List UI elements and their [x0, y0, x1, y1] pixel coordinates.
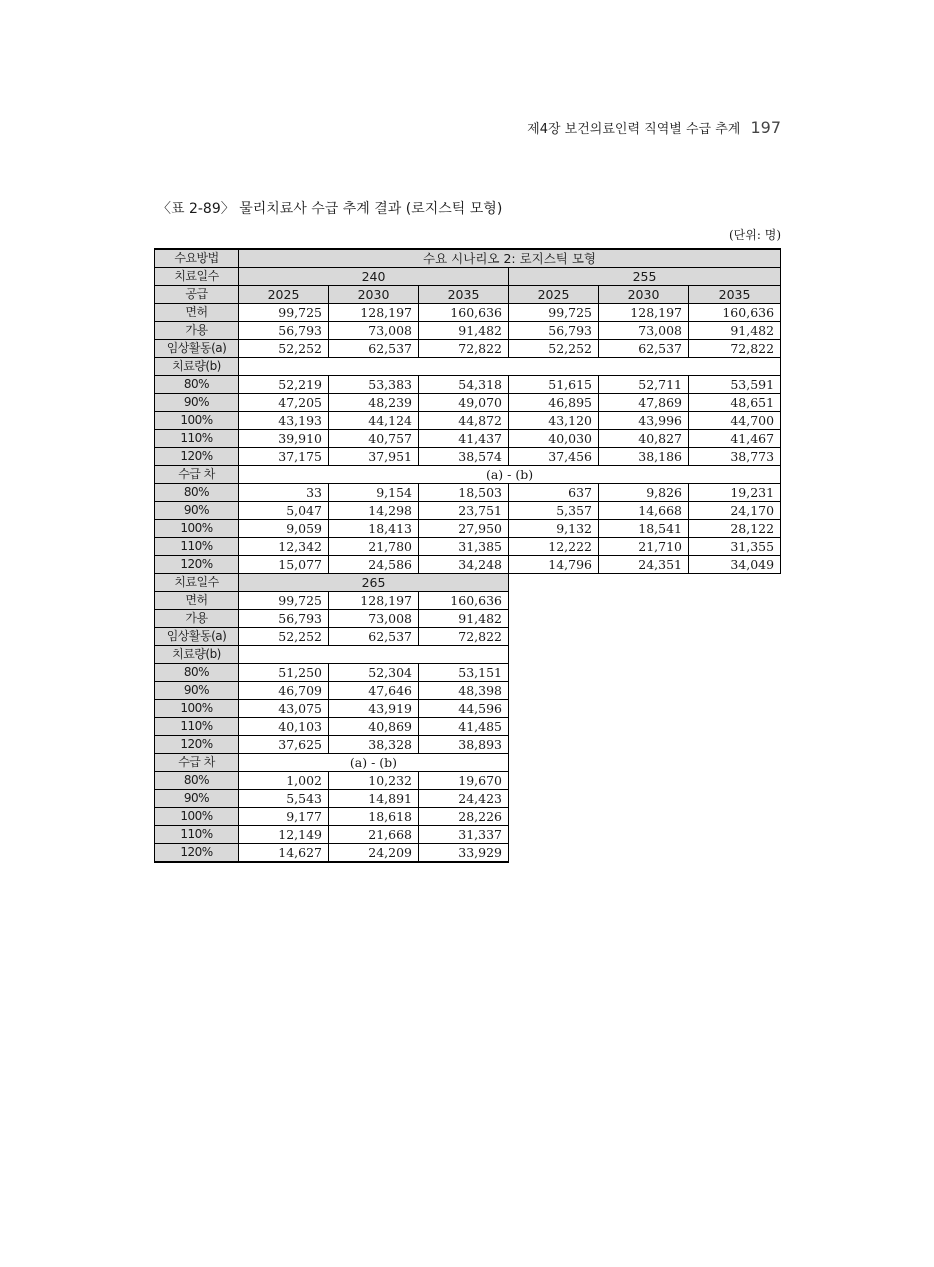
row-label: 면허	[155, 592, 239, 610]
value-cell: 99,725	[239, 592, 329, 610]
table-row	[155, 556, 781, 574]
value-cell: 23,751	[419, 502, 509, 520]
value-cell: 73,008	[329, 610, 419, 628]
empty-cell	[509, 808, 781, 826]
table-caption: 〈표 2-89〉 물리치료사 수급 추계 결과 (로지스틱 모형)	[157, 201, 503, 217]
row-label: 100%	[155, 808, 239, 826]
value-cell: 46,895	[509, 394, 599, 412]
table-row	[155, 664, 781, 682]
value-cell: 52,252	[239, 340, 329, 358]
empty-cell	[239, 646, 509, 664]
empty-cell	[509, 736, 781, 754]
row-label: 80%	[155, 664, 239, 682]
year-header: 2035	[689, 286, 781, 304]
table-row	[155, 466, 781, 484]
value-cell: 24,423	[419, 790, 509, 808]
scenario-header: 수요 시나리오 2: 로지스틱 모형	[239, 249, 781, 268]
row-label: 가용	[155, 610, 239, 628]
value-cell: 128,197	[599, 304, 689, 322]
value-cell: 38,893	[419, 736, 509, 754]
value-cell: 15,077	[239, 556, 329, 574]
value-cell: 18,541	[599, 520, 689, 538]
value-cell: 14,796	[509, 556, 599, 574]
row-label: 치료일수	[155, 574, 239, 592]
value-cell: 40,030	[509, 430, 599, 448]
value-cell: 40,869	[329, 718, 419, 736]
table-row	[155, 520, 781, 538]
value-cell: 160,636	[689, 304, 781, 322]
running-header	[527, 118, 781, 137]
value-cell: 41,467	[689, 430, 781, 448]
empty-cell	[509, 700, 781, 718]
value-cell: 9,826	[599, 484, 689, 502]
value-cell: 44,700	[689, 412, 781, 430]
value-cell: 48,239	[329, 394, 419, 412]
table-row	[155, 268, 781, 286]
empty-cell	[509, 664, 781, 682]
value-cell: 73,008	[599, 322, 689, 340]
value-cell: 18,503	[419, 484, 509, 502]
value-cell: 128,197	[329, 592, 419, 610]
row-label: 80%	[155, 772, 239, 790]
empty-cell	[509, 610, 781, 628]
value-cell: 56,793	[239, 610, 329, 628]
value-cell: 12,342	[239, 538, 329, 556]
row-label: 수급 차	[155, 466, 239, 484]
row-label: 80%	[155, 376, 239, 394]
value-cell: 52,252	[239, 628, 329, 646]
value-cell: 31,385	[419, 538, 509, 556]
value-cell: 52,711	[599, 376, 689, 394]
chapter-title: 제4장 보건의료인력 직역별 수급 추계	[527, 122, 741, 137]
table-row	[155, 610, 781, 628]
supply-demand-table	[154, 248, 781, 863]
empty-cell	[509, 754, 781, 772]
value-cell: 128,197	[329, 304, 419, 322]
table-row	[155, 286, 781, 304]
year-header: 2030	[329, 286, 419, 304]
row-label: 80%	[155, 484, 239, 502]
value-cell: 28,226	[419, 808, 509, 826]
value-cell: 44,596	[419, 700, 509, 718]
row-label: 치료량(b)	[155, 358, 239, 376]
table-row	[155, 808, 781, 826]
days-header: 255	[509, 268, 781, 286]
formula-cell: (a) - (b)	[239, 466, 781, 484]
value-cell: 62,537	[599, 340, 689, 358]
row-label: 90%	[155, 502, 239, 520]
value-cell: 14,627	[239, 844, 329, 863]
table-row	[155, 249, 781, 268]
table-row	[155, 394, 781, 412]
value-cell: 53,151	[419, 664, 509, 682]
table-row	[155, 538, 781, 556]
table-row	[155, 322, 781, 340]
value-cell: 5,047	[239, 502, 329, 520]
value-cell: 12,222	[509, 538, 599, 556]
value-cell: 24,209	[329, 844, 419, 863]
value-cell: 19,670	[419, 772, 509, 790]
value-cell: 19,231	[689, 484, 781, 502]
value-cell: 38,186	[599, 448, 689, 466]
empty-cell	[509, 790, 781, 808]
table-row	[155, 736, 781, 754]
value-cell: 43,120	[509, 412, 599, 430]
value-cell: 38,328	[329, 736, 419, 754]
value-cell: 9,154	[329, 484, 419, 502]
table-row	[155, 340, 781, 358]
table-row	[155, 682, 781, 700]
empty-cell	[509, 682, 781, 700]
table-row	[155, 376, 781, 394]
table-row	[155, 484, 781, 502]
value-cell: 9,177	[239, 808, 329, 826]
row-label: 수요방법	[155, 249, 239, 268]
value-cell: 62,537	[329, 628, 419, 646]
table-row	[155, 826, 781, 844]
value-cell: 91,482	[419, 322, 509, 340]
value-cell: 91,482	[419, 610, 509, 628]
row-label: 치료량(b)	[155, 646, 239, 664]
value-cell: 40,103	[239, 718, 329, 736]
table-row	[155, 430, 781, 448]
row-label: 임상활동(a)	[155, 628, 239, 646]
value-cell: 31,355	[689, 538, 781, 556]
empty-cell	[509, 844, 781, 863]
value-cell: 47,646	[329, 682, 419, 700]
table-row	[155, 754, 781, 772]
row-label: 120%	[155, 448, 239, 466]
table-row	[155, 628, 781, 646]
value-cell: 73,008	[329, 322, 419, 340]
value-cell: 12,149	[239, 826, 329, 844]
value-cell: 72,822	[689, 340, 781, 358]
row-label: 면허	[155, 304, 239, 322]
value-cell: 52,304	[329, 664, 419, 682]
value-cell: 18,413	[329, 520, 419, 538]
value-cell: 91,482	[689, 322, 781, 340]
row-label: 90%	[155, 682, 239, 700]
value-cell: 43,075	[239, 700, 329, 718]
value-cell: 40,827	[599, 430, 689, 448]
value-cell: 44,872	[419, 412, 509, 430]
value-cell: 99,725	[239, 304, 329, 322]
value-cell: 14,298	[329, 502, 419, 520]
value-cell: 37,951	[329, 448, 419, 466]
value-cell: 43,193	[239, 412, 329, 430]
row-label: 수급 차	[155, 754, 239, 772]
value-cell: 21,668	[329, 826, 419, 844]
value-cell: 53,591	[689, 376, 781, 394]
value-cell: 52,219	[239, 376, 329, 394]
table-row	[155, 574, 781, 592]
value-cell: 38,773	[689, 448, 781, 466]
value-cell: 38,574	[419, 448, 509, 466]
value-cell: 5,357	[509, 502, 599, 520]
table-row	[155, 772, 781, 790]
days-header: 265	[239, 574, 509, 592]
value-cell: 33	[239, 484, 329, 502]
year-header: 2035	[419, 286, 509, 304]
value-cell: 14,668	[599, 502, 689, 520]
value-cell: 49,070	[419, 394, 509, 412]
value-cell: 34,049	[689, 556, 781, 574]
value-cell: 37,625	[239, 736, 329, 754]
table-row	[155, 790, 781, 808]
table-row	[155, 502, 781, 520]
row-label: 임상활동(a)	[155, 340, 239, 358]
value-cell: 34,248	[419, 556, 509, 574]
table-row	[155, 448, 781, 466]
value-cell: 41,485	[419, 718, 509, 736]
row-label: 공급	[155, 286, 239, 304]
value-cell: 51,615	[509, 376, 599, 394]
table-row	[155, 700, 781, 718]
value-cell: 56,793	[239, 322, 329, 340]
page-number: 197	[750, 118, 781, 137]
row-label: 120%	[155, 844, 239, 863]
value-cell: 47,869	[599, 394, 689, 412]
table-row	[155, 718, 781, 736]
value-cell: 24,170	[689, 502, 781, 520]
row-label: 110%	[155, 718, 239, 736]
empty-cell	[509, 628, 781, 646]
value-cell: 28,122	[689, 520, 781, 538]
value-cell: 40,757	[329, 430, 419, 448]
value-cell: 14,891	[329, 790, 419, 808]
value-cell: 72,822	[419, 628, 509, 646]
empty-cell	[509, 772, 781, 790]
row-label: 가용	[155, 322, 239, 340]
value-cell: 5,543	[239, 790, 329, 808]
year-header: 2025	[239, 286, 329, 304]
value-cell: 24,351	[599, 556, 689, 574]
value-cell: 54,318	[419, 376, 509, 394]
value-cell: 37,175	[239, 448, 329, 466]
value-cell: 10,232	[329, 772, 419, 790]
row-label: 110%	[155, 538, 239, 556]
row-label: 120%	[155, 556, 239, 574]
empty-cell	[509, 826, 781, 844]
value-cell: 160,636	[419, 304, 509, 322]
value-cell: 637	[509, 484, 599, 502]
table-row	[155, 592, 781, 610]
row-label: 100%	[155, 700, 239, 718]
value-cell: 47,205	[239, 394, 329, 412]
formula-cell: (a) - (b)	[239, 754, 509, 772]
value-cell: 51,250	[239, 664, 329, 682]
value-cell: 24,586	[329, 556, 419, 574]
table-row	[155, 844, 781, 863]
days-header: 240	[239, 268, 509, 286]
row-label: 120%	[155, 736, 239, 754]
row-label: 치료일수	[155, 268, 239, 286]
value-cell: 48,651	[689, 394, 781, 412]
table-row	[155, 646, 781, 664]
value-cell: 43,919	[329, 700, 419, 718]
value-cell: 31,337	[419, 826, 509, 844]
value-cell: 39,910	[239, 430, 329, 448]
row-label: 100%	[155, 412, 239, 430]
year-header: 2030	[599, 286, 689, 304]
table-row	[155, 412, 781, 430]
value-cell: 99,725	[509, 304, 599, 322]
value-cell: 52,252	[509, 340, 599, 358]
value-cell: 48,398	[419, 682, 509, 700]
value-cell: 43,996	[599, 412, 689, 430]
value-cell: 160,636	[419, 592, 509, 610]
value-cell: 46,709	[239, 682, 329, 700]
value-cell: 27,950	[419, 520, 509, 538]
value-cell: 53,383	[329, 376, 419, 394]
empty-cell	[509, 592, 781, 610]
value-cell: 18,618	[329, 808, 419, 826]
value-cell: 56,793	[509, 322, 599, 340]
row-label: 100%	[155, 520, 239, 538]
row-label: 110%	[155, 826, 239, 844]
value-cell: 62,537	[329, 340, 419, 358]
row-label: 110%	[155, 430, 239, 448]
table-row	[155, 358, 781, 376]
value-cell: 44,124	[329, 412, 419, 430]
empty-cell	[509, 574, 781, 592]
value-cell: 33,929	[419, 844, 509, 863]
empty-cell	[509, 646, 781, 664]
empty-cell	[509, 718, 781, 736]
year-header: 2025	[509, 286, 599, 304]
value-cell: 9,059	[239, 520, 329, 538]
value-cell: 72,822	[419, 340, 509, 358]
value-cell: 37,456	[509, 448, 599, 466]
value-cell: 9,132	[509, 520, 599, 538]
value-cell: 1,002	[239, 772, 329, 790]
table-row	[155, 304, 781, 322]
unit-note: (단위: 명)	[729, 228, 781, 242]
value-cell: 41,437	[419, 430, 509, 448]
value-cell: 21,780	[329, 538, 419, 556]
row-label: 90%	[155, 394, 239, 412]
row-label: 90%	[155, 790, 239, 808]
empty-cell	[239, 358, 781, 376]
value-cell: 21,710	[599, 538, 689, 556]
